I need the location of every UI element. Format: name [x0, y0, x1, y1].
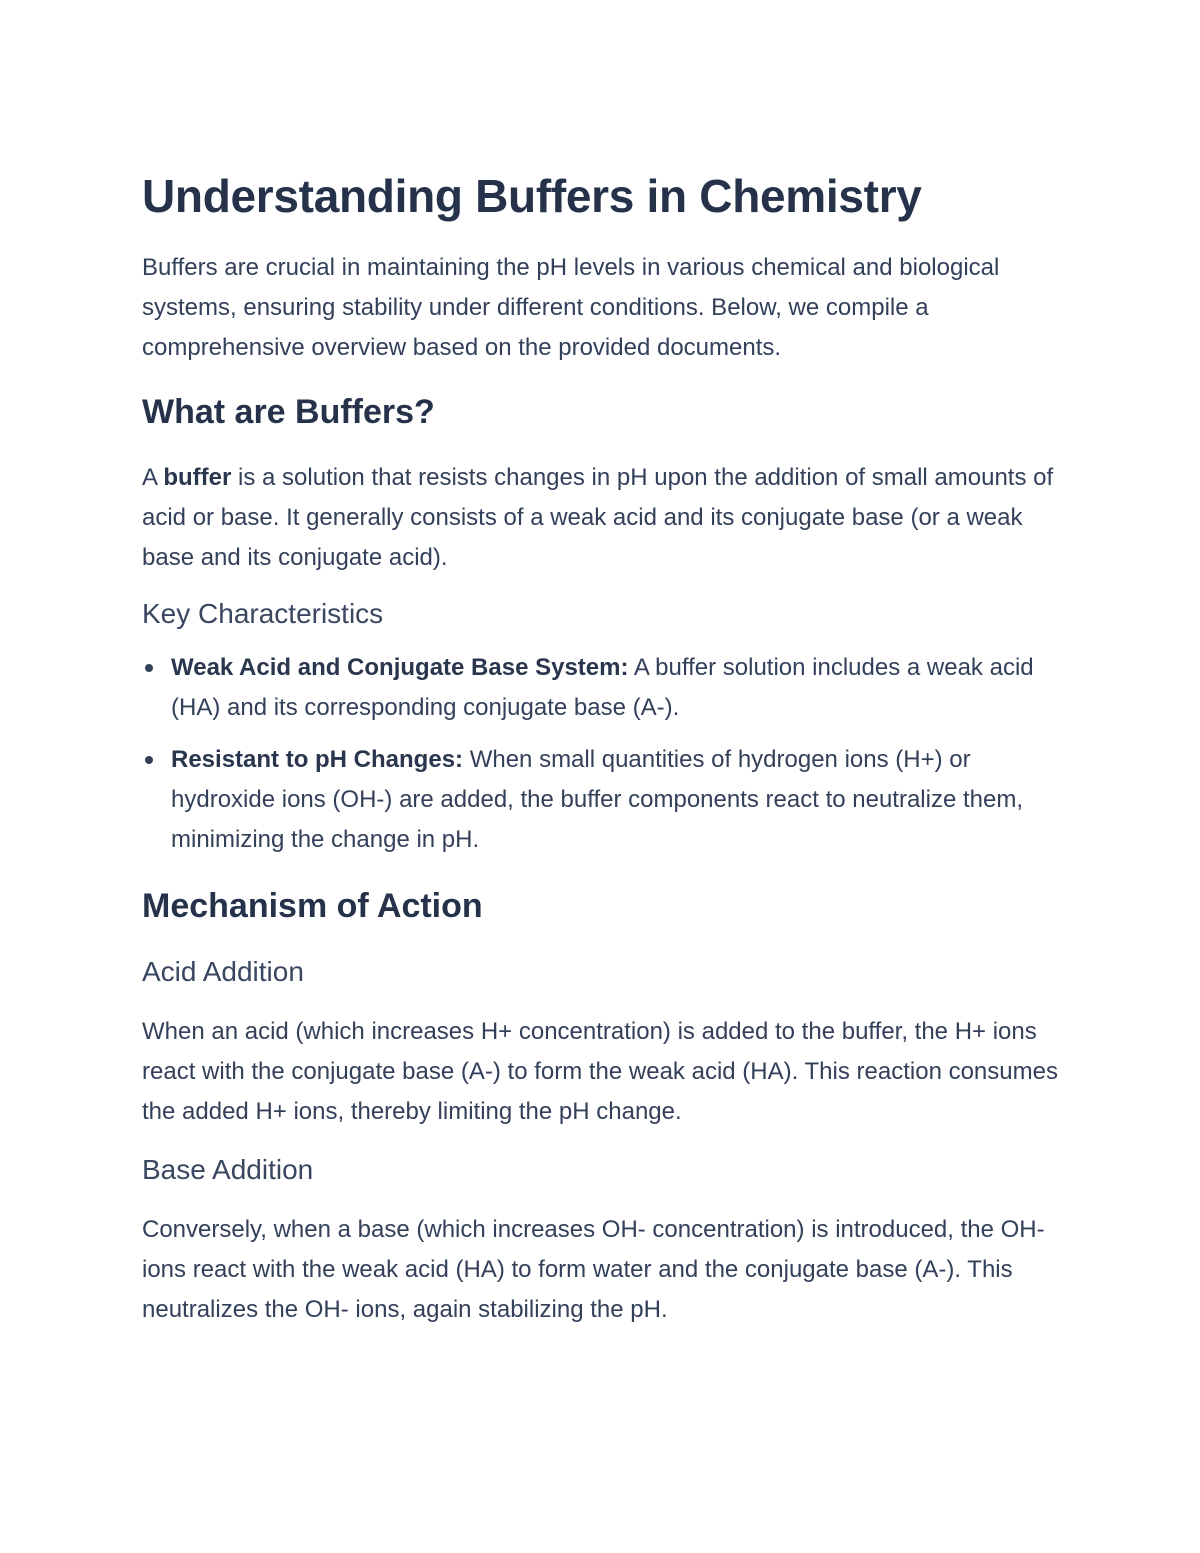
- section-heading-mechanism: Mechanism of Action: [142, 887, 483, 925]
- buffer-definition-paragraph: [142, 458, 1062, 578]
- base-addition-paragraph: Conversely, when a base (which increases OH- concentration) is introduced, the OH- ions react with the weak acid (HA) to form water and the conjugate base (A-). This neutralizes the OH- ions, again stabilizing the pH.: [142, 1216, 1045, 1323]
- key-characteristics-list: [142, 648, 1062, 860]
- list-item: [142, 648, 1062, 728]
- list-item-text: When small quantities of hydrogen ions (H+) or hydroxide ions (OH-) are added, the buffer components react to neutralize them, minimizing the change in pH.: [171, 746, 1024, 853]
- section-heading-what-are-buffers: What are Buffers?: [142, 393, 435, 431]
- bullet-icon: [145, 664, 153, 672]
- list-item-term: Weak Acid and Conjugate Base System:: [171, 654, 629, 681]
- list-item: [142, 740, 1062, 860]
- subheading-key-characteristics: Key Characteristics: [142, 598, 384, 629]
- bullet-icon: [145, 756, 153, 764]
- subheading-acid-addition: Acid Addition: [142, 956, 304, 987]
- page-title: Understanding Buffers in Chemistry: [142, 170, 922, 222]
- definition-prefix: A: [142, 464, 164, 491]
- definition-rest: is a solution that resists changes in pH upon the addition of small amounts of acid or base. It generally consists of a weak acid and its conjugate base (or a weak base and its conjugate acid).: [142, 464, 1054, 571]
- list-item-term: Resistant to pH Changes:: [171, 746, 464, 773]
- document-page: [142, 168, 1062, 1330]
- list-item-text: A buffer solution includes a weak acid (HA) and its corresponding conjugate base (A-).: [171, 654, 1034, 721]
- definition-term: buffer: [163, 464, 232, 491]
- intro-paragraph: Buffers are crucial in maintaining the pH levels in various chemical and biological systems, ensuring stability under different conditions. Below, we compile a comprehensive overview based on the provided documents.: [142, 254, 1000, 361]
- acid-addition-paragraph: When an acid (which increases H+ concentration) is added to the buffer, the H+ ions react with the conjugate base (A-) to form the weak acid (HA). This reaction consumes the added H+ ions, thereby limiting the pH change.: [142, 1018, 1058, 1125]
- subheading-base-addition: Base Addition: [142, 1154, 314, 1185]
